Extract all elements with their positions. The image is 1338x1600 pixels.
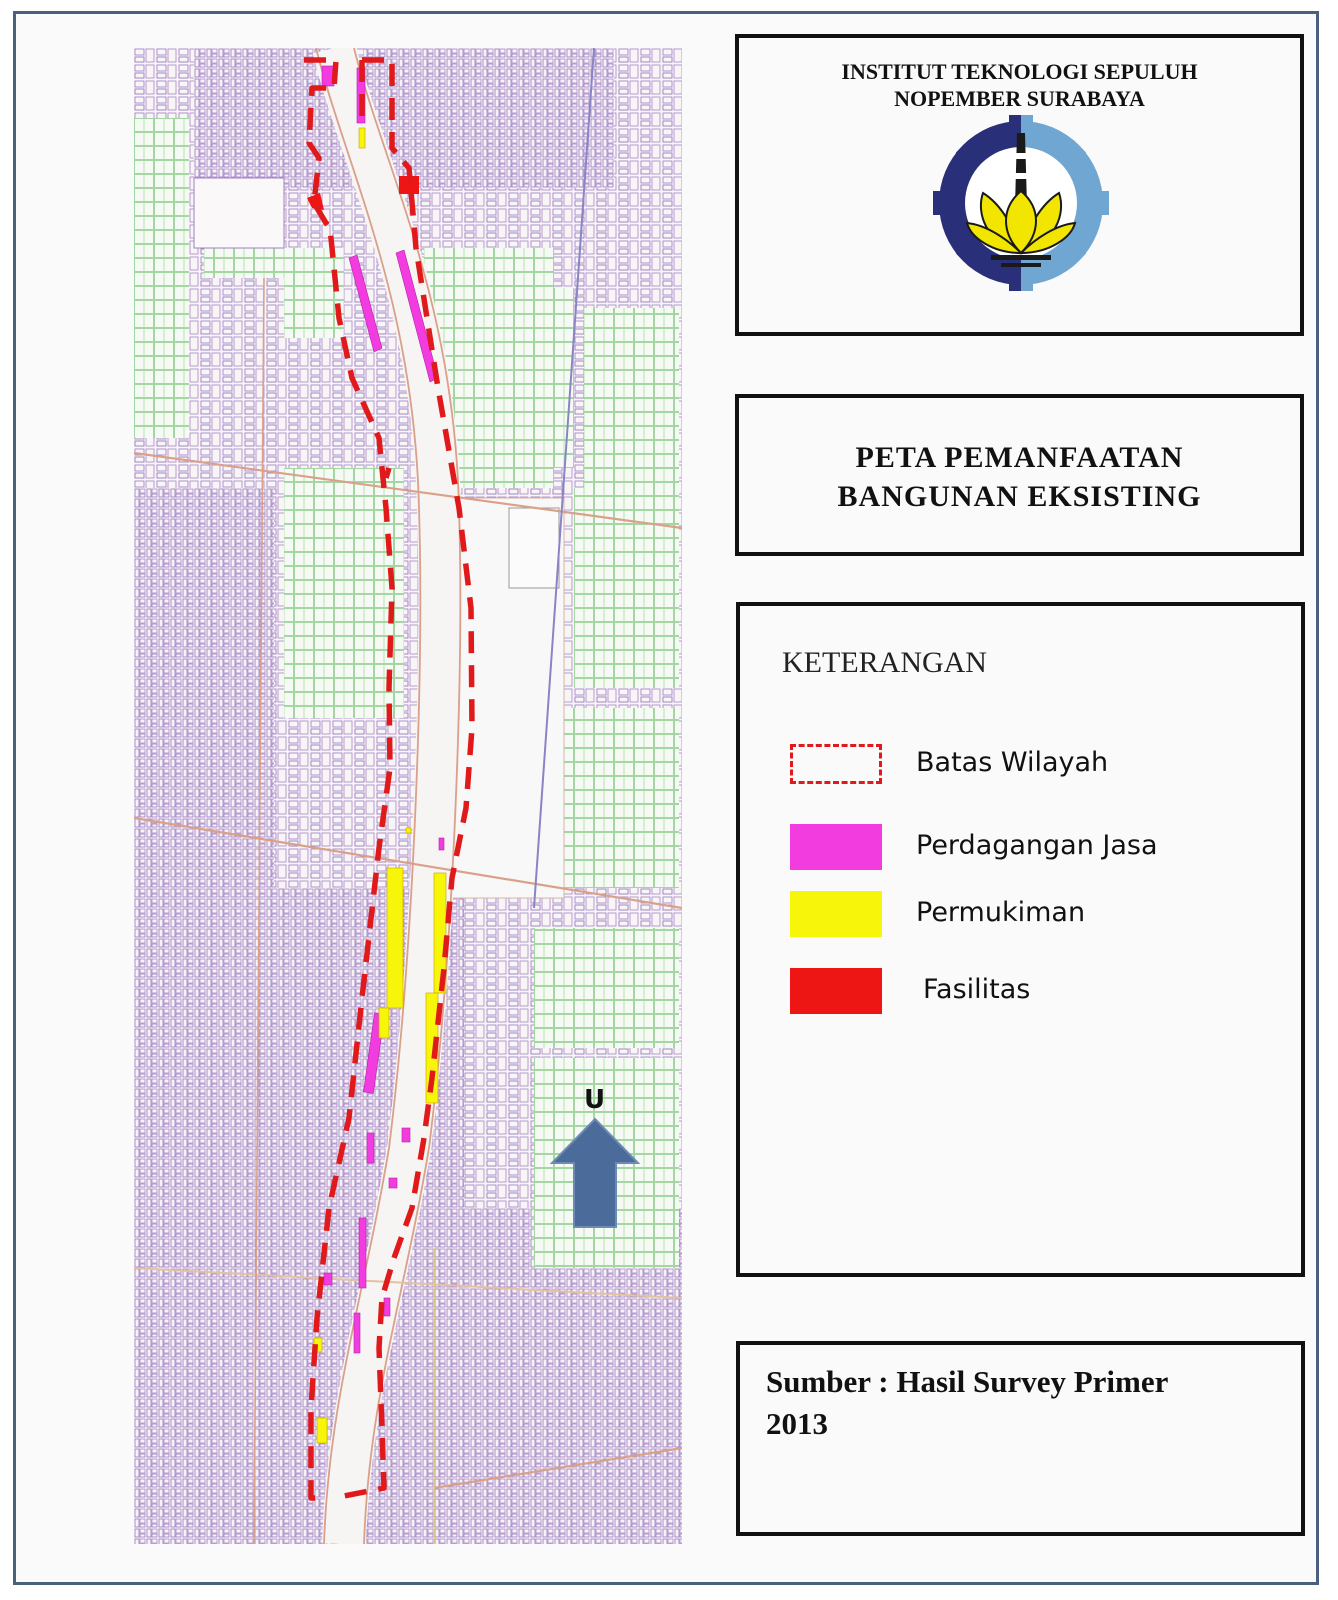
source-text bbox=[766, 1361, 1271, 1445]
legend-item-fasilitas bbox=[782, 968, 1282, 1018]
legend-item-permukiman bbox=[782, 891, 1282, 941]
trade-parcel bbox=[359, 1218, 366, 1288]
legend-label: Fasilitas bbox=[923, 974, 1031, 1005]
institution-name bbox=[739, 58, 1300, 112]
residential-green-block bbox=[534, 928, 679, 1048]
trade-parcel bbox=[367, 1133, 374, 1163]
legend-panel bbox=[736, 602, 1305, 1277]
legend-heading: KETERANGAN bbox=[782, 646, 987, 679]
residential-parcel bbox=[317, 1418, 327, 1443]
its-lotus-gear-logo-icon bbox=[931, 113, 1111, 293]
map-title-panel bbox=[735, 394, 1304, 556]
source-panel bbox=[736, 1341, 1305, 1536]
trade-parcel bbox=[384, 1298, 390, 1316]
dense-parcel-block bbox=[134, 488, 274, 888]
residential-parcel bbox=[406, 828, 411, 833]
building-outline bbox=[194, 178, 284, 248]
facility-swatch bbox=[790, 968, 882, 1014]
institution-panel bbox=[735, 34, 1304, 336]
trade-parcel bbox=[324, 1273, 332, 1285]
building-outline bbox=[509, 508, 559, 588]
residential-green-block bbox=[134, 118, 189, 438]
residential-green-block bbox=[284, 248, 344, 338]
trade-parcel bbox=[354, 1313, 360, 1353]
legend-label: Perdagangan Jasa bbox=[916, 830, 1158, 861]
legend-label: Batas Wilayah bbox=[916, 747, 1109, 778]
boundary-swatch bbox=[790, 744, 882, 784]
map-title-line1: PETA PEMANFAATAN bbox=[855, 441, 1184, 474]
source-line2: 2013 bbox=[766, 1406, 828, 1441]
source-line1: Sumber : Hasil Survey Primer bbox=[766, 1364, 1169, 1399]
trade-parcel bbox=[402, 1128, 410, 1142]
residential-parcel bbox=[387, 868, 403, 1008]
institution-name-line2: NOPEMBER SURABAYA bbox=[894, 86, 1145, 111]
north-label: U bbox=[584, 1085, 606, 1115]
residential-swatch bbox=[790, 891, 882, 937]
institution-name-line1: INSTITUT TEKNOLOGI SEPULUH bbox=[841, 59, 1198, 84]
map-canvas bbox=[134, 48, 682, 1544]
legend-item-batas-wilayah bbox=[782, 741, 1282, 791]
trade-parcel bbox=[439, 838, 444, 850]
residential-parcel bbox=[359, 128, 365, 148]
dense-parcel-block bbox=[364, 48, 614, 188]
residential-green-block bbox=[534, 288, 574, 468]
trade-services-swatch bbox=[790, 824, 882, 870]
residential-green-block bbox=[584, 308, 679, 488]
trade-parcel bbox=[389, 1178, 397, 1188]
land-use-map bbox=[134, 48, 682, 1544]
residential-green-block bbox=[574, 488, 679, 688]
north-arrow-icon bbox=[548, 1115, 642, 1235]
map-title bbox=[739, 438, 1300, 516]
map-title-line2: BANGUNAN EKSISTING bbox=[837, 480, 1202, 513]
residential-parcel bbox=[379, 1008, 389, 1038]
legend-item-perdagangan-jasa bbox=[782, 824, 1282, 874]
legend-label: Permukiman bbox=[916, 897, 1086, 928]
north-arrow bbox=[548, 1085, 642, 1225]
